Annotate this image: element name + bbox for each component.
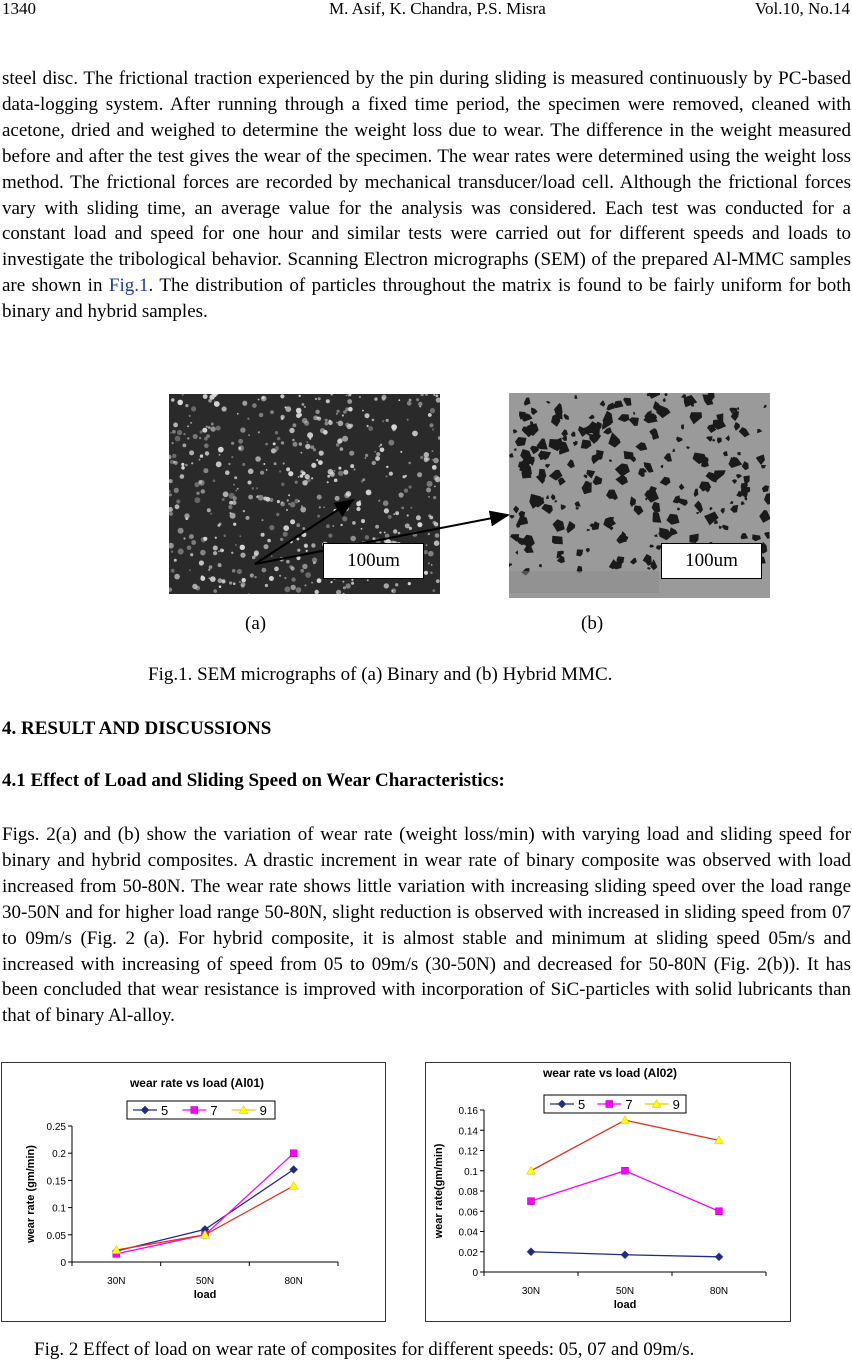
data-point-7: [622, 1167, 629, 1174]
chart-al01-svg: [2, 1063, 385, 1321]
scale-label-b: 100um: [661, 543, 762, 579]
x-tick-label: 50N: [615, 1286, 635, 1297]
x-tick-label: 30N: [521, 1286, 541, 1297]
chart-al01: [1, 1062, 386, 1322]
y-tick-label: 0.1: [464, 1166, 478, 1178]
chart-title: wear rate vs load (Al02): [542, 1066, 678, 1080]
legend-label-7: 7: [625, 1097, 633, 1112]
x-tick-label: 30N: [107, 1276, 126, 1287]
y-tick-label: 0.04: [458, 1227, 478, 1239]
page-number: 1340: [2, 0, 36, 18]
y-tick-label: 0.08: [458, 1187, 478, 1198]
y-tick-label: 0.1: [52, 1203, 66, 1215]
data-point-5: [621, 1251, 629, 1259]
data-point-9: [289, 1181, 298, 1189]
chart-title: wear rate vs load (Al01): [129, 1076, 265, 1090]
x-tick-label: 80N: [284, 1276, 303, 1287]
volume-info: Vol.10, No.14: [754, 0, 850, 18]
subfigure-label-b: (b): [581, 613, 604, 634]
y-axis-label: wear rate(gm/min): [433, 1143, 445, 1239]
chart-al02-svg: [426, 1063, 790, 1321]
y-tick-label: 0.02: [458, 1247, 478, 1259]
subsection-heading: 4.1 Effect of Load and Sliding Speed on Wear Characteristics:: [2, 770, 505, 791]
y-tick-label: 0.12: [458, 1146, 478, 1158]
y-tick-label: 0.05: [46, 1230, 66, 1242]
y-tick-label: 0.25: [46, 1122, 66, 1133]
y-tick-label: 0: [60, 1258, 66, 1269]
figure2-caption: Fig. 2 Effect of load on wear rate of composites for different speeds: 05, 07 and 09m/s.: [34, 1339, 695, 1360]
data-point-7: [528, 1198, 535, 1205]
x-tick-label: 50N: [195, 1276, 215, 1287]
data-point-9: [621, 1116, 630, 1124]
subfigure-label-a: (a): [245, 613, 267, 634]
intro-paragraph: [2, 66, 851, 325]
running-header: [0, 0, 852, 20]
legend-label-7: 7: [210, 1103, 218, 1118]
data-point-5: [527, 1248, 535, 1256]
y-tick-label: 0.16: [458, 1106, 478, 1117]
x-axis-label: load: [613, 1299, 637, 1311]
y-axis-label: wear rate (gm/min): [25, 1145, 37, 1243]
series-line-9: [531, 1120, 719, 1171]
chart-al02: [425, 1062, 791, 1322]
x-tick-label: 80N: [709, 1286, 729, 1297]
y-tick-label: 0.2: [52, 1149, 66, 1161]
results-paragraph: Figs. 2(a) and (b) show the variation of wear rate (weight loss/min) with varying load and sliding speed for binary and hybrid composites. A drastic increment in wear rate of binary composite was observed with load increased from 50-80N. The wear rate shows little variation with increasing sliding speed over the load range 30-50N and for higher load range 50-80N, slight reduction is observed with increased in sliding speed from 07 to 09m/s (Fig. 2 (a). For hybrid composite, it is almost stable and minimum at sliding speed 05m/s and increased with increasing of speed from 05 to 09m/s (30-50N) and decreased for 50-80N (Fig. 2(b)). It has been concluded that wear resistance is improved with incorporation of SiC-particles with solid lubricants than that of binary Al-alloy.: [2, 824, 851, 1027]
data-point-7: [716, 1208, 723, 1215]
legend-label-5: 5: [161, 1103, 169, 1118]
series-line-9: [116, 1186, 293, 1250]
series-line-5: [116, 1170, 293, 1252]
series-line-7: [531, 1171, 719, 1212]
series-line-7: [116, 1153, 293, 1254]
legend-label-9: 9: [672, 1097, 680, 1112]
legend-marker-7: [191, 1107, 198, 1114]
y-tick-label: 0.15: [46, 1176, 66, 1188]
legend-marker-7: [606, 1101, 613, 1108]
data-point-5: [715, 1253, 723, 1261]
y-tick-label: 0.14: [458, 1126, 478, 1138]
data-point-5: [290, 1166, 298, 1174]
paragraph-text-end: . The distribution of particles throughout the matrix is found to be fairly uniform for both binary and hybrid samples.: [2, 275, 851, 323]
data-point-7: [290, 1150, 297, 1157]
legend-label-5: 5: [578, 1097, 586, 1112]
legend-label-9: 9: [259, 1103, 267, 1118]
x-axis-label: load: [193, 1289, 217, 1301]
author-names: M. Asif, K. Chandra, P.S. Misra: [329, 0, 546, 18]
figure1-link[interactable]: Fig.1: [108, 275, 149, 297]
figure1-caption: Fig.1. SEM micrographs of (a) Binary and (b) Hybrid MMC.: [148, 664, 613, 685]
y-tick-label: 0.06: [458, 1207, 478, 1219]
y-tick-label: 0: [472, 1268, 478, 1279]
paragraph-text: steel disc. The frictional traction experienced by the pin during sliding is measured continuously by PC-based data-logging system. After running through a fixed time period, the specimen were removed, cleaned with acetone, dried and weighed to determine the weight loss due to wear. The difference in the weight measured before and after the test gives the wear of the specimen. The wear rates were determined using the weight loss method. The frictional forces are recorded by mechanical transducer/load cell. Although the frictional forces vary with sliding time, an average value for the analysis was considered. Each test was conducted for a constant load and speed for one hour and similar tests were carried out for different speeds and loads to investigate the tribological behavior. Scanning Electron micrographs (SEM) of the prepared Al-MMC samples are shown in: [2, 68, 851, 297]
data-point-9: [527, 1166, 536, 1174]
scale-label-a: 100um: [323, 543, 424, 579]
section-heading: 4. RESULT AND DISCUSSIONS: [2, 718, 272, 739]
